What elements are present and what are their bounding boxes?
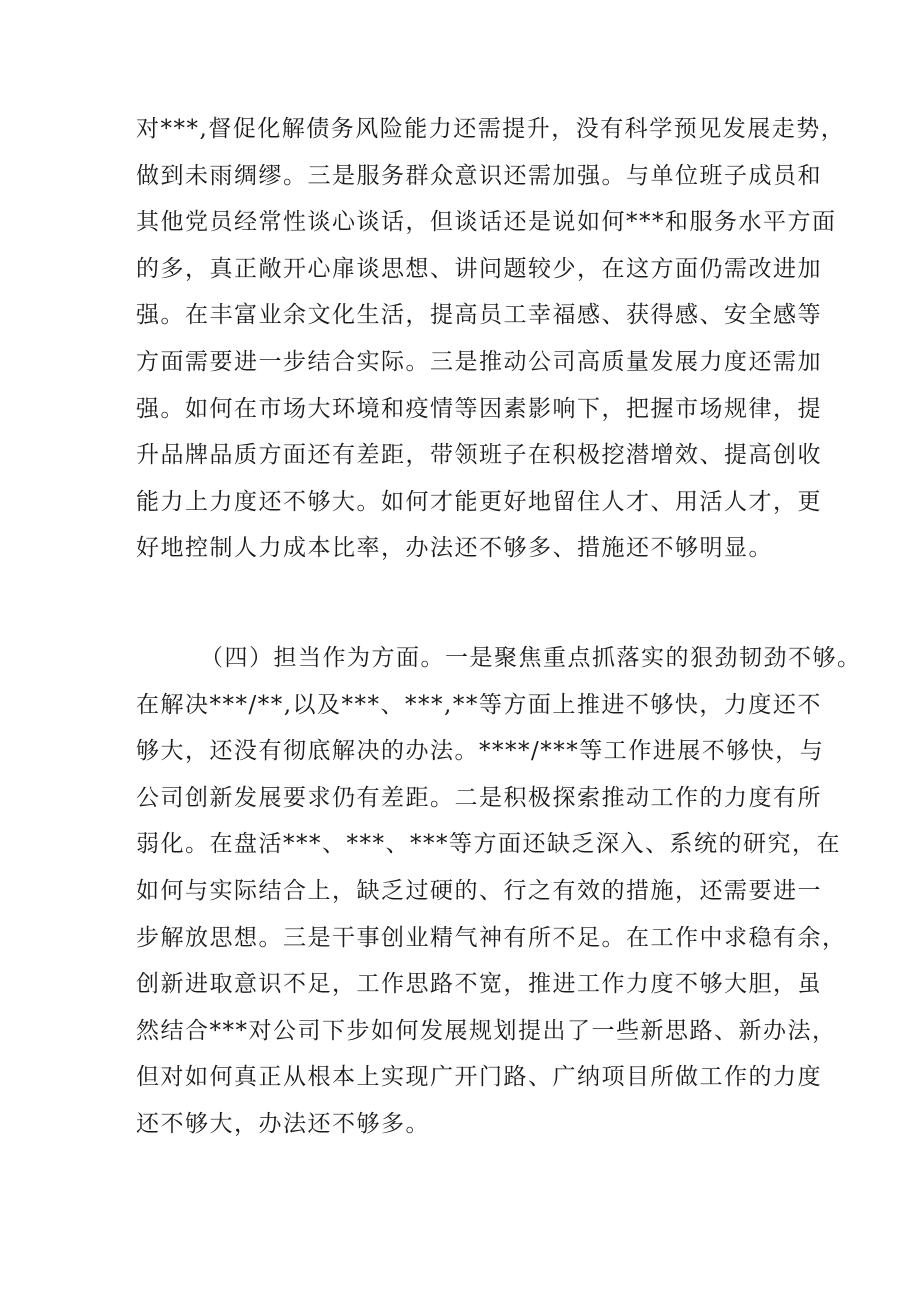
paragraph-1	[136, 106, 846, 572]
text-line: 在解决***/**,以及***、***,**等方面上推进不够快，力度还不	[136, 691, 822, 718]
text-line: 做到未雨绸缪。三是服务群众意识还需加强。与单位班子成员和	[136, 162, 822, 189]
text-line: 公司创新发展要求仍有差距。二是积极探索推动工作的力度有所	[136, 784, 822, 811]
text-line: 如何与实际结合上，缺乏过硬的、行之有效的措施，还需要进一	[136, 877, 822, 904]
text-line: 好地控制人力成本比率，办法还不够多、措施还不够明显。	[136, 535, 773, 562]
text-line: 能力上力度还不够大。如何才能更好地留住人才、用活人才，更	[136, 488, 822, 515]
text-line: 够大，还没有彻底解决的办法。****/***等工作进展不够快，与	[136, 738, 825, 765]
text-line: 强。在丰富业余文化生活，提高员工幸福感、获得感、安全感等	[136, 302, 822, 329]
text-line: 然结合***对公司下步如何发展规划提出了一些新思路、新办法，	[136, 1017, 837, 1044]
text-line: 强。如何在市场大环境和疫情等因素影响下，把握市场规律，提	[136, 395, 822, 422]
text-line: 步解放思想。三是干事创业精气神有所不足。在工作中求稳有余，	[136, 924, 847, 951]
text-line-indented: （四）担当作为方面。一是聚焦重点抓落实的狠劲韧劲不够。	[200, 645, 862, 671]
text-line: 的多，真正敞开心扉谈思想、讲问题较少，在这方面仍需改进加	[136, 255, 822, 282]
text-line: 还不够大，办法还不够多。	[136, 1110, 430, 1137]
text-line: 对***,督促化解债务风险能力还需提升，没有科学预见发展走势，	[136, 116, 846, 142]
paragraph-2	[136, 635, 862, 1148]
text-line: 其他党员经常性谈心谈话，但谈话还是说如何***和服务水平方面	[136, 209, 837, 236]
text-line: 升品牌品质方面还有差距，带领班子在积极挖潜增效、提高创收	[136, 442, 822, 469]
text-line: 但对如何真正从根本上实现广开门路、广纳项目所做工作的力度	[136, 1064, 822, 1091]
text-line: 创新进取意识不足，工作思路不宽，推进工作力度不够大胆，虽	[136, 971, 822, 998]
text-line: 方面需要进一步结合实际。三是推动公司高质量发展力度还需加	[136, 348, 822, 375]
text-line: 弱化。在盘活***、***、***等方面还缺乏深入、系统的研究，在	[136, 831, 841, 858]
